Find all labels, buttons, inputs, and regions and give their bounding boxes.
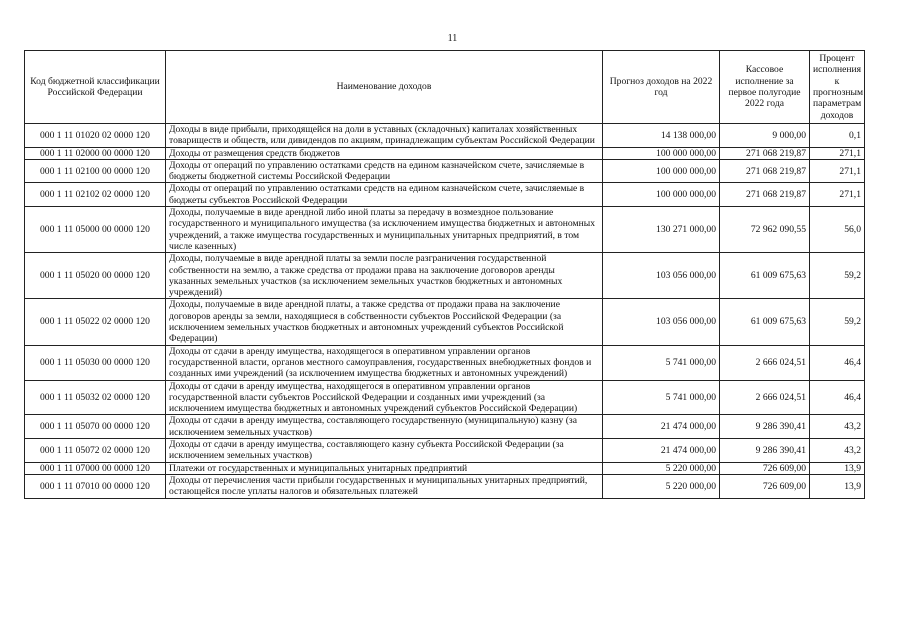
cell-code: 000 1 11 05020 00 0000 120 (25, 253, 166, 299)
cell-code: 000 1 11 07010 00 0000 120 (25, 474, 166, 498)
cell-percent: 0,1 (810, 124, 865, 148)
header-percent: Процент исполнения к прогнозным параметрам доходов (810, 51, 865, 124)
table-row (25, 415, 865, 439)
cell-code: 000 1 11 02000 00 0000 120 (25, 147, 166, 159)
cell-executed: 9 286 390,41 (720, 415, 810, 439)
cell-percent: 271,1 (810, 183, 865, 207)
cell-forecast: 14 138 000,00 (603, 124, 720, 148)
cell-executed: 271 068 219,87 (720, 147, 810, 159)
cell-forecast: 100 000 000,00 (603, 183, 720, 207)
cell-forecast: 5 220 000,00 (603, 462, 720, 474)
cell-executed: 61 009 675,63 (720, 299, 810, 345)
header-executed: Кассовое исполнение за первое полугодие 2022 года (720, 51, 810, 124)
cell-percent: 271,1 (810, 159, 865, 183)
cell-percent: 46,4 (810, 345, 865, 380)
cell-code: 000 1 11 01020 02 0000 120 (25, 124, 166, 148)
cell-percent: 56,0 (810, 207, 865, 253)
cell-percent: 271,1 (810, 147, 865, 159)
cell-executed: 2 666 024,51 (720, 345, 810, 380)
cell-name: Доходы, получаемые в виде арендной платы, а также средства от продажи права на заключение договоров аренды за земли, находящиеся в собственности субъектов Российской Федерации (за исключением земельных участков бюджетных и автономных учреждений субъектов Российской Федерации) (166, 299, 603, 345)
cell-code: 000 1 11 05032 02 0000 120 (25, 380, 166, 415)
cell-forecast: 21 474 000,00 (603, 415, 720, 439)
cell-percent: 46,4 (810, 380, 865, 415)
header-code: Код бюджетной классификации Российской Федерации (25, 51, 166, 124)
cell-executed: 61 009 675,63 (720, 253, 810, 299)
table-row (25, 380, 865, 415)
cell-forecast: 103 056 000,00 (603, 253, 720, 299)
cell-forecast: 100 000 000,00 (603, 147, 720, 159)
table-body (25, 124, 865, 499)
cell-executed: 9 286 390,41 (720, 439, 810, 463)
cell-code: 000 1 11 05070 00 0000 120 (25, 415, 166, 439)
cell-percent: 13,9 (810, 474, 865, 498)
cell-executed: 9 000,00 (720, 124, 810, 148)
cell-executed: 2 666 024,51 (720, 380, 810, 415)
cell-code: 000 1 11 05000 00 0000 120 (25, 207, 166, 253)
cell-name: Доходы от перечисления части прибыли государственных и муниципальных унитарных предприятий, остающейся после уплаты налогов и обязательных платежей (166, 474, 603, 498)
page-number: 11 (447, 33, 458, 44)
cell-name: Доходы от сдачи в аренду имущества, находящегося в оперативном управлении органов государственной власти субъектов Российской Федерации и созданных ими учреждений (за исключением имущества бюджетных и автономных учреждений субъектов Российской Федерации) (166, 380, 603, 415)
table-row (25, 439, 865, 463)
cell-name: Доходы от операций по управлению остатками средств на едином казначейском счете, зачисляемые в бюджеты субъектов Российской Федерации (166, 183, 603, 207)
cell-code: 000 1 11 02100 00 0000 120 (25, 159, 166, 183)
table-header-row (25, 51, 865, 124)
cell-code: 000 1 11 05072 02 0000 120 (25, 439, 166, 463)
cell-forecast: 103 056 000,00 (603, 299, 720, 345)
cell-forecast: 5 741 000,00 (603, 380, 720, 415)
cell-name: Доходы, получаемые в виде арендной либо иной платы за передачу в возмездное пользование государственного и муниципального имущества (за исключением имущества бюджетных и автономных учреждений, а также имущества государственных и муниципальных унитарных предприятий, в том числе казенных) (166, 207, 603, 253)
cell-forecast: 21 474 000,00 (603, 439, 720, 463)
cell-executed: 271 068 219,87 (720, 183, 810, 207)
cell-code: 000 1 11 02102 02 0000 120 (25, 183, 166, 207)
cell-percent: 59,2 (810, 299, 865, 345)
table-row (25, 147, 865, 159)
cell-name: Доходы от сдачи в аренду имущества, составляющего государственную (муниципальную) казну (за исключением земельных участков) (166, 415, 603, 439)
cell-name: Доходы от размещения средств бюджетов (166, 147, 603, 159)
table-row (25, 474, 865, 498)
cell-executed: 72 962 090,55 (720, 207, 810, 253)
table-row (25, 253, 865, 299)
cell-name: Доходы в виде прибыли, приходящейся на доли в уставных (складочных) капиталах хозяйственных товариществ и обществ, или дивидендов по акциям, принадлежащим субъектам Российской Федерации (166, 124, 603, 148)
table-row (25, 124, 865, 148)
cell-name: Доходы от сдачи в аренду имущества, составляющего казну субъекта Российской Федерации (за исключением земельных участков) (166, 439, 603, 463)
cell-name: Платежи от государственных и муниципальных унитарных предприятий (166, 462, 603, 474)
cell-forecast: 100 000 000,00 (603, 159, 720, 183)
table-row (25, 183, 865, 207)
cell-code: 000 1 11 07000 00 0000 120 (25, 462, 166, 474)
table-row (25, 207, 865, 253)
cell-executed: 271 068 219,87 (720, 159, 810, 183)
cell-forecast: 5 741 000,00 (603, 345, 720, 380)
cell-percent: 13,9 (810, 462, 865, 474)
cell-name: Доходы от операций по управлению остатками средств на едином казначейском счете, зачисляемые в бюджеты бюджетной системы Российской Федерации (166, 159, 603, 183)
table-row (25, 345, 865, 380)
cell-name: Доходы от сдачи в аренду имущества, находящегося в оперативном управлении органов государственной власти, органов местного самоуправления, государственных внебюджетных фондов и созданных ими учреждений (за исключением имущества бюджетных и автономных учреждений) (166, 345, 603, 380)
revenue-table (24, 50, 865, 499)
header-name: Наименование доходов (166, 51, 603, 124)
cell-percent: 43,2 (810, 415, 865, 439)
cell-executed: 726 609,00 (720, 474, 810, 498)
cell-code: 000 1 11 05030 00 0000 120 (25, 345, 166, 380)
cell-code: 000 1 11 05022 02 0000 120 (25, 299, 166, 345)
cell-forecast: 130 271 000,00 (603, 207, 720, 253)
cell-percent: 43,2 (810, 439, 865, 463)
cell-name: Доходы, получаемые в виде арендной платы за земли после разграничения государственной собственности на землю, а также средства от продажи права на заключение договоров аренды указанных земельных участков (за исключением земельных участков бюджетных и автономных учреждений) (166, 253, 603, 299)
header-forecast: Прогноз доходов на 2022 год (603, 51, 720, 124)
cell-forecast: 5 220 000,00 (603, 474, 720, 498)
table-row (25, 299, 865, 345)
cell-percent: 59,2 (810, 253, 865, 299)
cell-executed: 726 609,00 (720, 462, 810, 474)
table-row (25, 159, 865, 183)
table-row (25, 462, 865, 474)
